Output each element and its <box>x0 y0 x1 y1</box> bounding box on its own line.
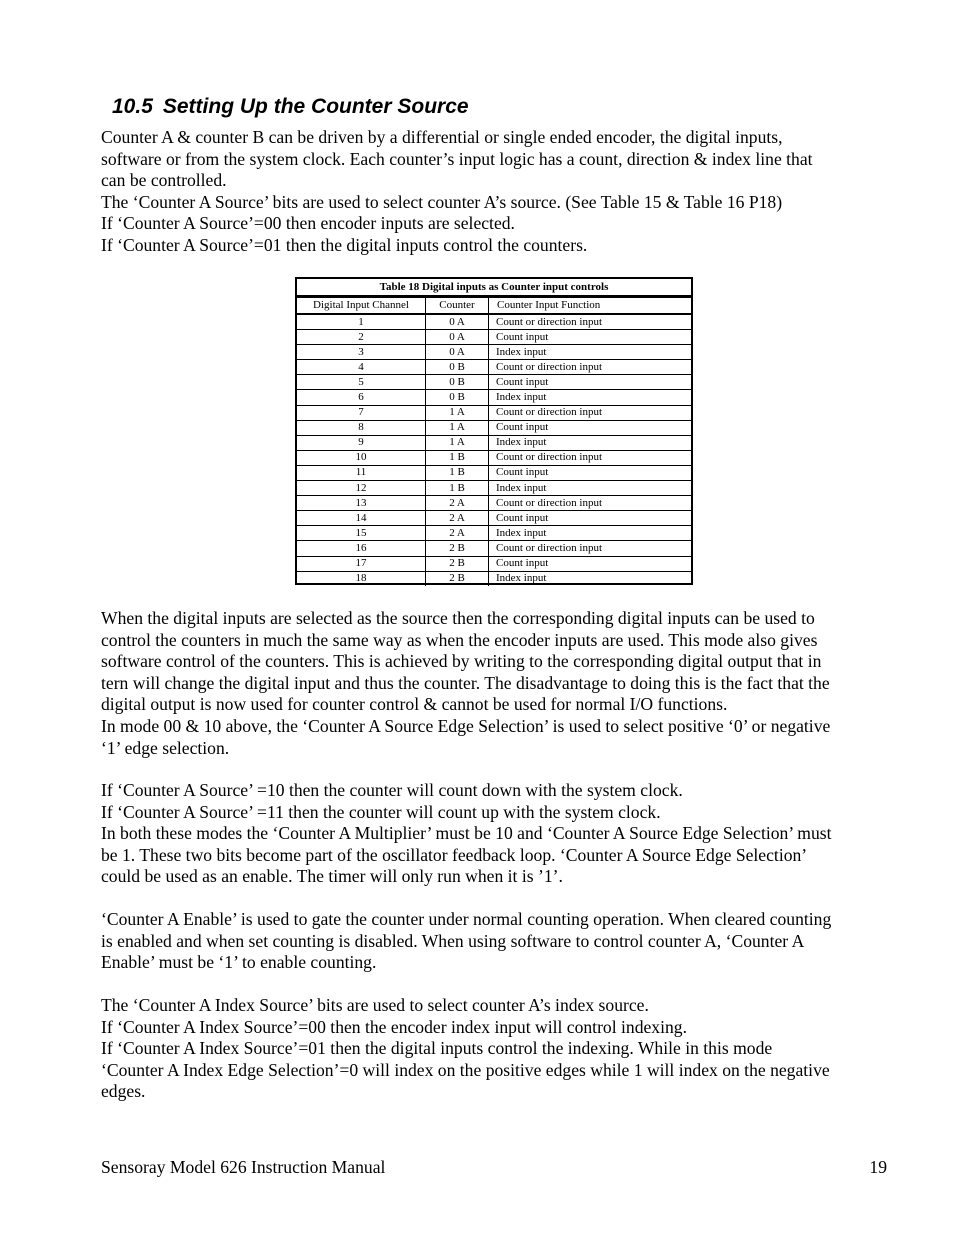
cell-counter: 2 A <box>426 496 489 511</box>
text-line: digital output is now used for counter control & cannot be used for normal I/O functions. <box>101 694 728 715</box>
table-row <box>297 420 691 435</box>
section-title: Setting Up the Counter Source <box>162 95 469 118</box>
cell-function: Index input <box>489 481 692 496</box>
table-row <box>297 465 691 480</box>
table-row <box>297 481 691 496</box>
section-number: 10.5 <box>112 95 153 118</box>
table-row <box>297 571 691 586</box>
cell-counter: 1 B <box>426 481 489 496</box>
digital-source-paragraph <box>101 608 891 759</box>
text-line: is enabled and when set counting is disabled. When using software to control counter A, ‘Counter A <box>101 930 805 951</box>
cell-counter: 2 A <box>426 526 489 541</box>
table-row <box>297 405 691 420</box>
text-line: Counter A & counter B can be driven by a differential or single ended encoder, the digital inputs, <box>101 127 783 147</box>
table-row <box>297 541 691 556</box>
cell-function: Index input <box>489 526 692 541</box>
text-line: ‘Counter A Enable’ is used to gate the counter under normal counting operation. When cleared counting <box>101 909 832 929</box>
text-line: edges. <box>101 1081 146 1102</box>
cell-channel: 13 <box>297 496 426 511</box>
counter-enable-paragraph <box>101 909 891 974</box>
cell-counter: 0 B <box>426 390 489 405</box>
text-line: software or from the system clock. Each counter’s input logic has a count, direction & index line that <box>101 148 813 169</box>
cell-channel: 8 <box>297 420 426 435</box>
cell-counter: 0 B <box>426 360 489 375</box>
cell-channel: 7 <box>297 405 426 420</box>
table-row <box>297 526 691 541</box>
cell-counter: 2 B <box>426 571 489 586</box>
cell-channel: 11 <box>297 465 426 480</box>
cell-function: Count input <box>489 375 692 390</box>
text-line: If ‘Counter A Source’=00 then encoder inputs are selected. <box>101 213 515 234</box>
table-header-row <box>297 298 691 315</box>
cell-channel: 18 <box>297 571 426 586</box>
text-line: In mode 00 & 10 above, the ‘Counter A Source Edge Selection’ is used to select positive ‘0’ or negative <box>101 715 831 736</box>
text-line: be 1. These two bits become part of the oscillator feedback loop. ‘Counter A Source Edge Selection’ <box>101 844 808 865</box>
cell-function: Index input <box>489 345 692 360</box>
table-row <box>297 314 691 330</box>
cell-channel: 12 <box>297 481 426 496</box>
system-clock-paragraph <box>101 780 891 888</box>
cell-counter: 1 A <box>426 435 489 450</box>
text-line: If ‘Counter A Source’ =11 then the counter will count up with the system clock. <box>101 801 661 822</box>
cell-counter: 2 B <box>426 541 489 556</box>
table-row <box>297 450 691 465</box>
text-line: If ‘Counter A Index Source’=01 then the digital inputs control the indexing. While in this mode <box>101 1038 773 1059</box>
table-row <box>297 556 691 571</box>
section-heading <box>112 95 469 119</box>
table-body <box>297 314 691 586</box>
cell-channel: 5 <box>297 375 426 390</box>
text-line: tern will change the digital input and thus the counter. The disadvantage to doing this is the fact that the <box>101 672 830 693</box>
footer-manual-title: Sensoray Model 626 Instruction Manual <box>101 1157 386 1177</box>
cell-function: Count or direction input <box>489 360 692 375</box>
cell-channel: 10 <box>297 450 426 465</box>
cell-function: Count input <box>489 511 692 526</box>
cell-channel: 14 <box>297 511 426 526</box>
table-row <box>297 330 691 345</box>
header-counter: Counter <box>426 298 489 315</box>
cell-function: Index input <box>489 435 692 450</box>
cell-channel: 6 <box>297 390 426 405</box>
cell-counter: 0 A <box>426 314 489 330</box>
cell-function: Count input <box>489 556 692 571</box>
cell-function: Count or direction input <box>489 450 692 465</box>
table-caption: Table 18 Digital inputs as Counter input controls <box>297 279 691 297</box>
text-line: ‘1’ edge selection. <box>101 737 230 758</box>
cell-counter: 2 B <box>426 556 489 571</box>
footer-page-number: 19 <box>869 1157 887 1177</box>
cell-counter: 0 A <box>426 330 489 345</box>
cell-channel: 1 <box>297 314 426 330</box>
cell-function: Count input <box>489 465 692 480</box>
cell-function: Count or direction input <box>489 496 692 511</box>
cell-counter: 1 A <box>426 405 489 420</box>
text-line: software control of the counters. This is achieved by writing to the corresponding digital output that in <box>101 651 822 672</box>
text-line: could be used as an enable. The timer will only run when it is ’1’. <box>101 866 563 887</box>
cell-channel: 9 <box>297 435 426 450</box>
cell-channel: 3 <box>297 345 426 360</box>
header-channel: Digital Input Channel <box>297 298 426 315</box>
cell-counter: 1 B <box>426 450 489 465</box>
cell-function: Index input <box>489 390 692 405</box>
cell-counter: 0 B <box>426 375 489 390</box>
index-source-paragraph <box>101 995 891 1103</box>
digital-inputs-table-frame <box>295 277 693 585</box>
text-line: In both these modes the ‘Counter A Multiplier’ must be 10 and ‘Counter A Source Edge Selection’ must <box>101 823 832 844</box>
table-row <box>297 375 691 390</box>
text-line: ‘Counter A Index Edge Selection’=0 will index on the positive edges while 1 will index on the negative <box>101 1059 830 1080</box>
cell-function: Count input <box>489 330 692 345</box>
intro-paragraph <box>101 127 891 257</box>
table-row <box>297 435 691 450</box>
text-line: If ‘Counter A Source’=01 then the digital inputs control the counters. <box>101 234 588 255</box>
cell-counter: 0 A <box>426 345 489 360</box>
text-line: The ‘Counter A Source’ bits are used to select counter A’s source. (See Table 15 & Table 16 P18) <box>101 191 783 212</box>
cell-counter: 2 A <box>426 511 489 526</box>
table-row <box>297 511 691 526</box>
cell-channel: 17 <box>297 556 426 571</box>
cell-channel: 4 <box>297 360 426 375</box>
cell-channel: 15 <box>297 526 426 541</box>
text-line: If ‘Counter A Index Source’=00 then the encoder index input will control indexing. <box>101 1016 687 1037</box>
cell-function: Count or direction input <box>489 314 692 330</box>
cell-counter: 1 A <box>426 420 489 435</box>
cell-channel: 16 <box>297 541 426 556</box>
text-line: If ‘Counter A Source’ =10 then the counter will count down with the system clock. <box>101 780 683 800</box>
header-function: Counter Input Function <box>489 298 692 315</box>
cell-counter: 1 B <box>426 465 489 480</box>
text-line: control the counters in much the same way as when the encoder inputs are used. This mode also gives <box>101 629 818 650</box>
digital-inputs-table <box>297 279 691 586</box>
table-row <box>297 345 691 360</box>
table-row <box>297 360 691 375</box>
text-line: Enable’ must be ‘1’ to enable counting. <box>101 952 377 973</box>
text-line: can be controlled. <box>101 170 227 191</box>
cell-function: Count or direction input <box>489 405 692 420</box>
cell-function: Index input <box>489 571 692 586</box>
cell-function: Count or direction input <box>489 541 692 556</box>
table-row <box>297 496 691 511</box>
text-line: When the digital inputs are selected as the source then the corresponding digital inputs can be used to <box>101 608 815 628</box>
cell-channel: 2 <box>297 330 426 345</box>
text-line: The ‘Counter A Index Source’ bits are used to select counter A’s index source. <box>101 995 649 1015</box>
cell-function: Count input <box>489 420 692 435</box>
table-row <box>297 390 691 405</box>
